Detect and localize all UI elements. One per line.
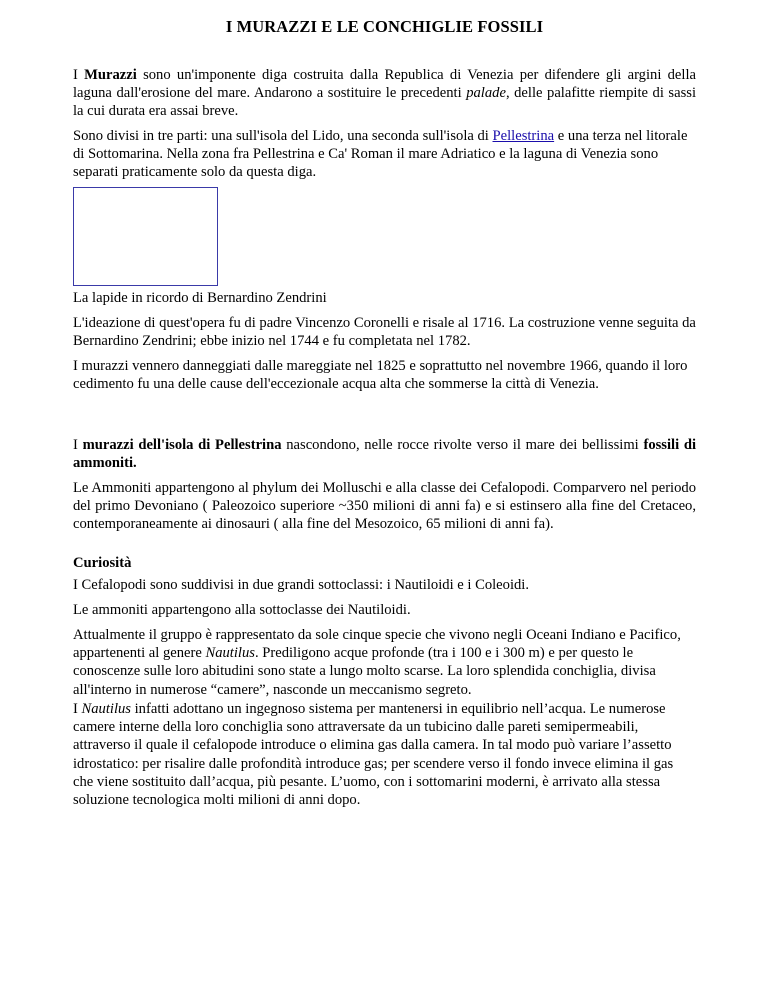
paragraph-danneggiati: [73, 357, 696, 393]
paragraph-text: Le Ammoniti appartengono al phylum dei Molluschi e alla classe dei Cefalopodi. Comparvero nel periodo del primo Devoniano ( Paleozoico superiore ~350 milioni di anni fa) e si estinsero alla fine del Cretaceo, contemporaneamente ai dinosauri ( alla fine del Mesozoico, 65 milioni di anni fa).: [73, 480, 696, 533]
paragraph-sottoclasse: [73, 601, 696, 619]
text: , delle palafitte riempite di sassi la cui durata era assai breve.: [73, 85, 696, 120]
bold-text: murazzi dell'isola di Pellestrina: [82, 437, 282, 453]
image-caption: La lapide in ricordo di Bernardino Zendrini: [73, 290, 327, 306]
paragraph-ammoniti: [73, 479, 696, 534]
paragraph-text: L'ideazione di quest'opera fu di padre Vincenzo Coronelli e risale al 1716. La costruzione venne seguita da Bernardino Zendrini; ebbe inizio nel 1744 e fu completata nel 1782.: [73, 315, 696, 350]
image-caption-block: [73, 289, 696, 307]
pellestrina-link[interactable]: Pellestrina: [492, 128, 555, 144]
paragraph-nautilus-sistema: [73, 700, 696, 809]
italic-text: palade: [466, 85, 506, 102]
bold-text: Murazzi: [84, 67, 137, 83]
page-title: I MURAZZI E LE CONCHIGLIE FOSSILI: [225, 17, 544, 36]
paragraph-text: Le ammoniti appartengono alla sottoclasse dei Nautiloidi.: [73, 602, 411, 618]
paragraph-ideazione: [73, 314, 696, 350]
paragraph-murazzi-intro: [73, 66, 696, 121]
text: I: [73, 701, 82, 717]
text: e una terza nel litorale di Sottomarina. Nella zona fra Pellestrina e Ca' Roman il mare Adriatico e la laguna di Venezia sono separati praticamente solo da questa diga.: [73, 128, 688, 181]
text: nascondono, nelle rocce rivolte verso il mare dei bellissimi: [281, 437, 644, 453]
section-heading: Curiosità: [73, 555, 132, 571]
text: I: [73, 67, 85, 83]
text: Sono divisi in tre parti: una sull'isola del Lido, una seconda sull'isola di: [73, 128, 493, 144]
bold-text: fossili di ammoniti.: [73, 437, 697, 472]
paragraph-murazzi-parts: [73, 127, 696, 182]
paragraph-nautilus-gruppo: [73, 626, 696, 699]
text: I: [73, 437, 83, 453]
paragraph-text: I Cefalopodi sono suddivisi in due grandi sottoclassi: i Nautiloidi e i Coleoidi.: [73, 577, 530, 593]
italic-text: Nautilus: [81, 701, 131, 717]
text: sono un'imponente diga costruita dalla Republica di Venezia per difendere gli argini della laguna dall'erosione del mare. Andarono a sostituire le precedenti: [73, 67, 696, 102]
heading-curiosita-block: [73, 554, 696, 572]
text: . Prediligono acque profonde (tra i 100 e i 300 m) e per questo le conoscenze sulle loro abitudini sono state a lungo molto scarse. La loro splendida conchiglia, divisa all'interno in numerose “camere”, nasconde un meccanismo segreto.: [73, 645, 656, 698]
lapide-image-placeholder: [73, 187, 218, 286]
text: Attualmente il gruppo è rappresentato da sole cinque specie che vivono negli Oceani Indiano e Pacifico, appartenenti al genere: [73, 627, 681, 662]
italic-text: Nautilus: [205, 645, 255, 662]
paragraph-cefalopodi: [73, 576, 696, 594]
paragraph-pellestrina-fossili: [73, 436, 696, 472]
text: infatti adottano un ingegnoso sistema per mantenersi in equilibrio nell’acqua. Le numerose camere interne della loro conchiglia sono attraversate da un tubicino dalle pareti semipermeabili, attraverso il quale il cefalopode introduce o elimina gas dalla camera. In tal modo può variare l’assetto idrostatico: per risalire dalle profondità introduce gas; per scendere verso il fondo invece elimina il gas che viene sostituito dall’acqua, più pesante. L’uomo, con i sottomarini moderni, è arrivato alla stessa soluzione tecnologica molti milioni di anni dopo.: [73, 701, 674, 809]
paragraph-text: I murazzi vennero danneggiati dalle mareggiate nel 1825 e soprattutto nel novembre 1966, quando il loro cedimento fu una delle cause dell'eccezionale acqua alta che sommerse la città di Venezia.: [73, 358, 688, 393]
